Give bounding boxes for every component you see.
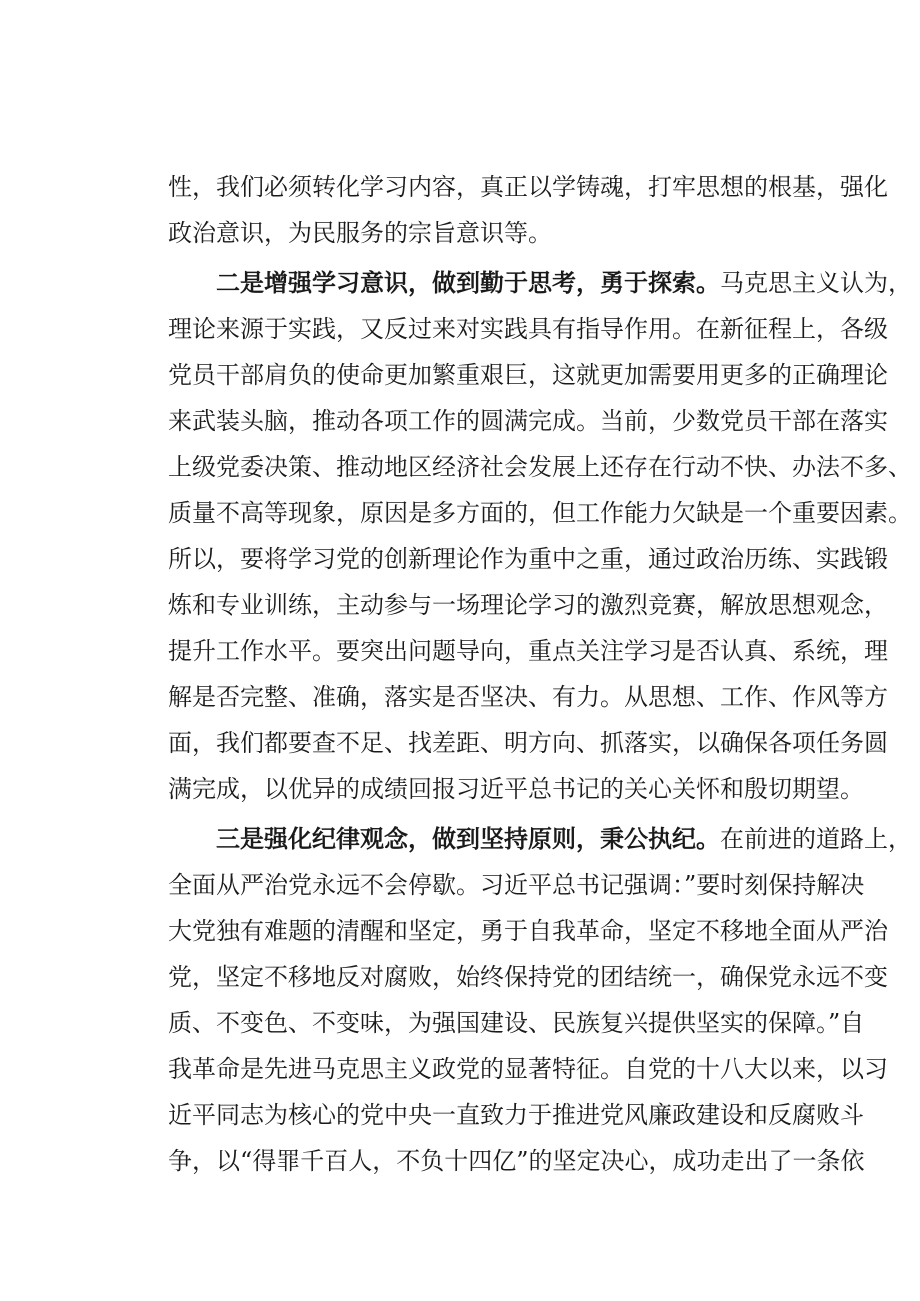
text-line: 近平同志为核心的党中央一直致力于推进党风廉政建设和反腐败斗 (168, 1101, 864, 1129)
text-line: 解是否完整、准确，落实是否坚决、有力。从思想、工作、作风等方 (168, 683, 888, 711)
text-run: 马克思主义认为， (720, 269, 912, 297)
text-line: 所以，要将学习党的创新理论作为重中之重，通过政治历练、实践锻 (168, 545, 888, 573)
text-line: 炼和专业训练，主动参与一场理论学习的激烈竞赛，解放思想观念， (168, 591, 888, 619)
text-line: 上级党委决策、推动地区经济社会发展上还存在行动不快、办法不多、 (168, 453, 912, 481)
text-line: 党员干部肩负的使命更加繁重艰巨，这就更加需要用更多的正确理论 (168, 361, 888, 389)
text-line: 理论来源于实践，又反过来对实践具有指导作用。在新征程上，各级 (168, 315, 888, 343)
section-heading-2: 二是增强学习意识，做到勤于思考，勇于探索。 (216, 268, 720, 297)
text-line: 政治意识，为民服务的宗旨意识等。 (168, 219, 552, 247)
text-line: 党，坚定不移地反对腐败，始终保持党的团结统一，确保党永远不变 (168, 963, 888, 991)
text-run: 在前进的道路上， (720, 825, 912, 853)
text-line: 质、不变色、不变味，为强国建设、民族复兴提供坚实的保障。”自 (168, 1009, 865, 1037)
text-line (0, 816, 920, 862)
text-line: 争，以“得罪千百人，不负十四亿”的坚定决心，成功走出了一条依 (168, 1147, 865, 1175)
text-line: 性，我们必须转化学习内容，真正以学铸魂，打牢思想的根基，强化 (168, 173, 888, 201)
text-line: 质量不高等现象，原因是多方面的，但工作能力欠缺是一个重要因素。 (168, 499, 912, 527)
text-line (0, 260, 920, 306)
text-line: 满完成，以优异的成绩回报习近平总书记的关心关怀和殷切期望。 (168, 775, 864, 803)
text-line: 来武装头脑，推动各项工作的圆满完成。当前，少数党员干部在落实 (168, 407, 888, 435)
text-line: 提升工作水平。要突出问题导向，重点关注学习是否认真、系统，理 (168, 637, 888, 665)
text-line: 我革命是先进马克思主义政党的显著特征。自党的十八大以来，以习 (168, 1055, 888, 1083)
text-line: 面，我们都要查不足、找差距、明方向、抓落实，以确保各项任务圆 (168, 729, 888, 757)
text-line: 全面从严治党永远不会停歇。习近平总书记强调：”要时刻保持解决 (168, 871, 865, 899)
text-line: 大党独有难题的清醒和坚定，勇于自我革命，坚定不移地全面从严治 (168, 917, 888, 945)
section-heading-3: 三是强化纪律观念，做到坚持原则，秉公执纪。 (216, 824, 720, 853)
